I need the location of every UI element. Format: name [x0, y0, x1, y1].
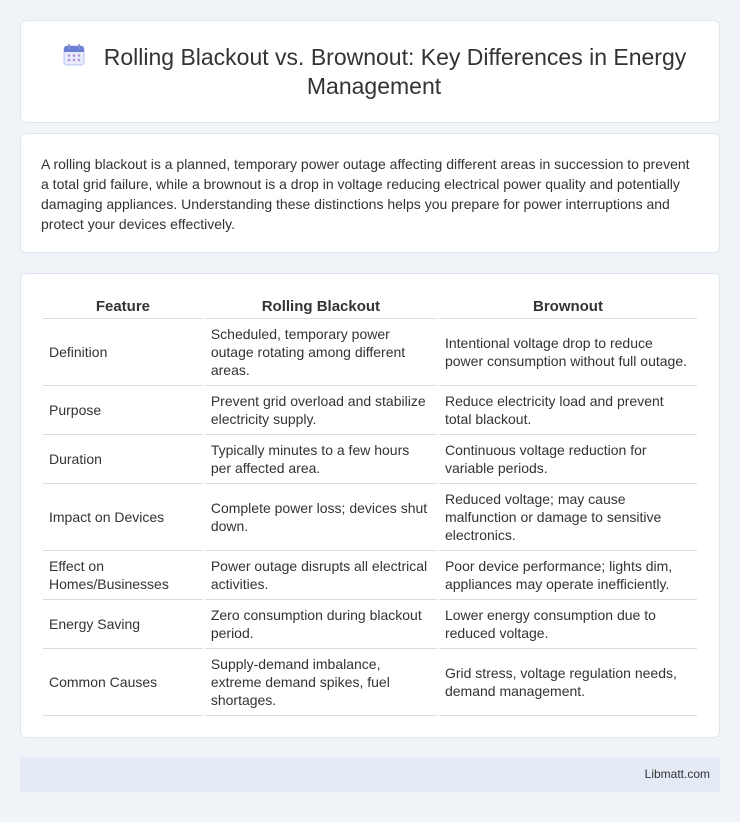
- feature-cell: Energy Saving: [43, 600, 203, 649]
- brownout-cell: Continuous voltage reduction for variable periods.: [439, 435, 697, 484]
- feature-cell: Common Causes: [43, 649, 203, 716]
- page-title-wrap: [45, 43, 703, 101]
- feature-cell: Impact on Devices: [43, 484, 203, 551]
- header-feature: Feature: [43, 294, 203, 319]
- rolling-blackout-cell: Power outage disrupts all electrical activities.: [205, 551, 437, 600]
- comparison-card: [20, 273, 720, 738]
- table-row: [43, 551, 697, 600]
- header-brownout: Brownout: [439, 294, 697, 319]
- page-title: Rolling Blackout vs. Brownout: Key Differences in Energy Management: [103, 44, 687, 99]
- brownout-cell: Grid stress, voltage regulation needs, demand management.: [439, 649, 697, 716]
- brownout-cell: Lower energy consumption due to reduced voltage.: [439, 600, 697, 649]
- rolling-blackout-cell: Scheduled, temporary power outage rotating among different areas.: [205, 319, 437, 386]
- header-rolling-blackout: Rolling Blackout: [205, 294, 437, 319]
- feature-cell: Effect on Homes/Businesses: [43, 551, 203, 600]
- table-row: [43, 484, 697, 551]
- footer: [20, 757, 720, 792]
- feature-cell: Definition: [43, 319, 203, 386]
- rolling-blackout-cell: Typically minutes to a few hours per affected area.: [205, 435, 437, 484]
- table-row: [43, 435, 697, 484]
- brownout-cell: Intentional voltage drop to reduce power consumption without full outage.: [439, 319, 697, 386]
- comparison-table: [41, 294, 699, 716]
- table-row: [43, 649, 697, 716]
- rolling-blackout-cell: Prevent grid overload and stabilize electricity supply.: [205, 386, 437, 435]
- table-header-row: [43, 294, 697, 319]
- title-card: [20, 20, 720, 123]
- rolling-blackout-cell: Zero consumption during blackout period.: [205, 600, 437, 649]
- brownout-cell: Reduced voltage; may cause malfunction or damage to sensitive electronics.: [439, 484, 697, 551]
- calendar-icon: [62, 43, 86, 67]
- brownout-cell: Poor device performance; lights dim, appliances may operate inefficiently.: [439, 551, 697, 600]
- feature-cell: Duration: [43, 435, 203, 484]
- brownout-cell: Reduce electricity load and prevent total blackout.: [439, 386, 697, 435]
- rolling-blackout-cell: Complete power loss; devices shut down.: [205, 484, 437, 551]
- table-row: [43, 319, 697, 386]
- rolling-blackout-cell: Supply-demand imbalance, extreme demand spikes, fuel shortages.: [205, 649, 437, 716]
- feature-cell: Purpose: [43, 386, 203, 435]
- table-row: [43, 386, 697, 435]
- intro-paragraph: A rolling blackout is a planned, temporary power outage affecting different areas in succession to prevent a total grid failure, while a brownout is a drop in voltage reducing electrical power quality and potentially damaging appliances. Understanding these distinctions helps you prepare for power interruptions and protect your devices effectively.: [41, 156, 690, 232]
- intro-card: [20, 133, 720, 253]
- footer-site-link[interactable]: Libmatt.com: [644, 767, 710, 781]
- table-row: [43, 600, 697, 649]
